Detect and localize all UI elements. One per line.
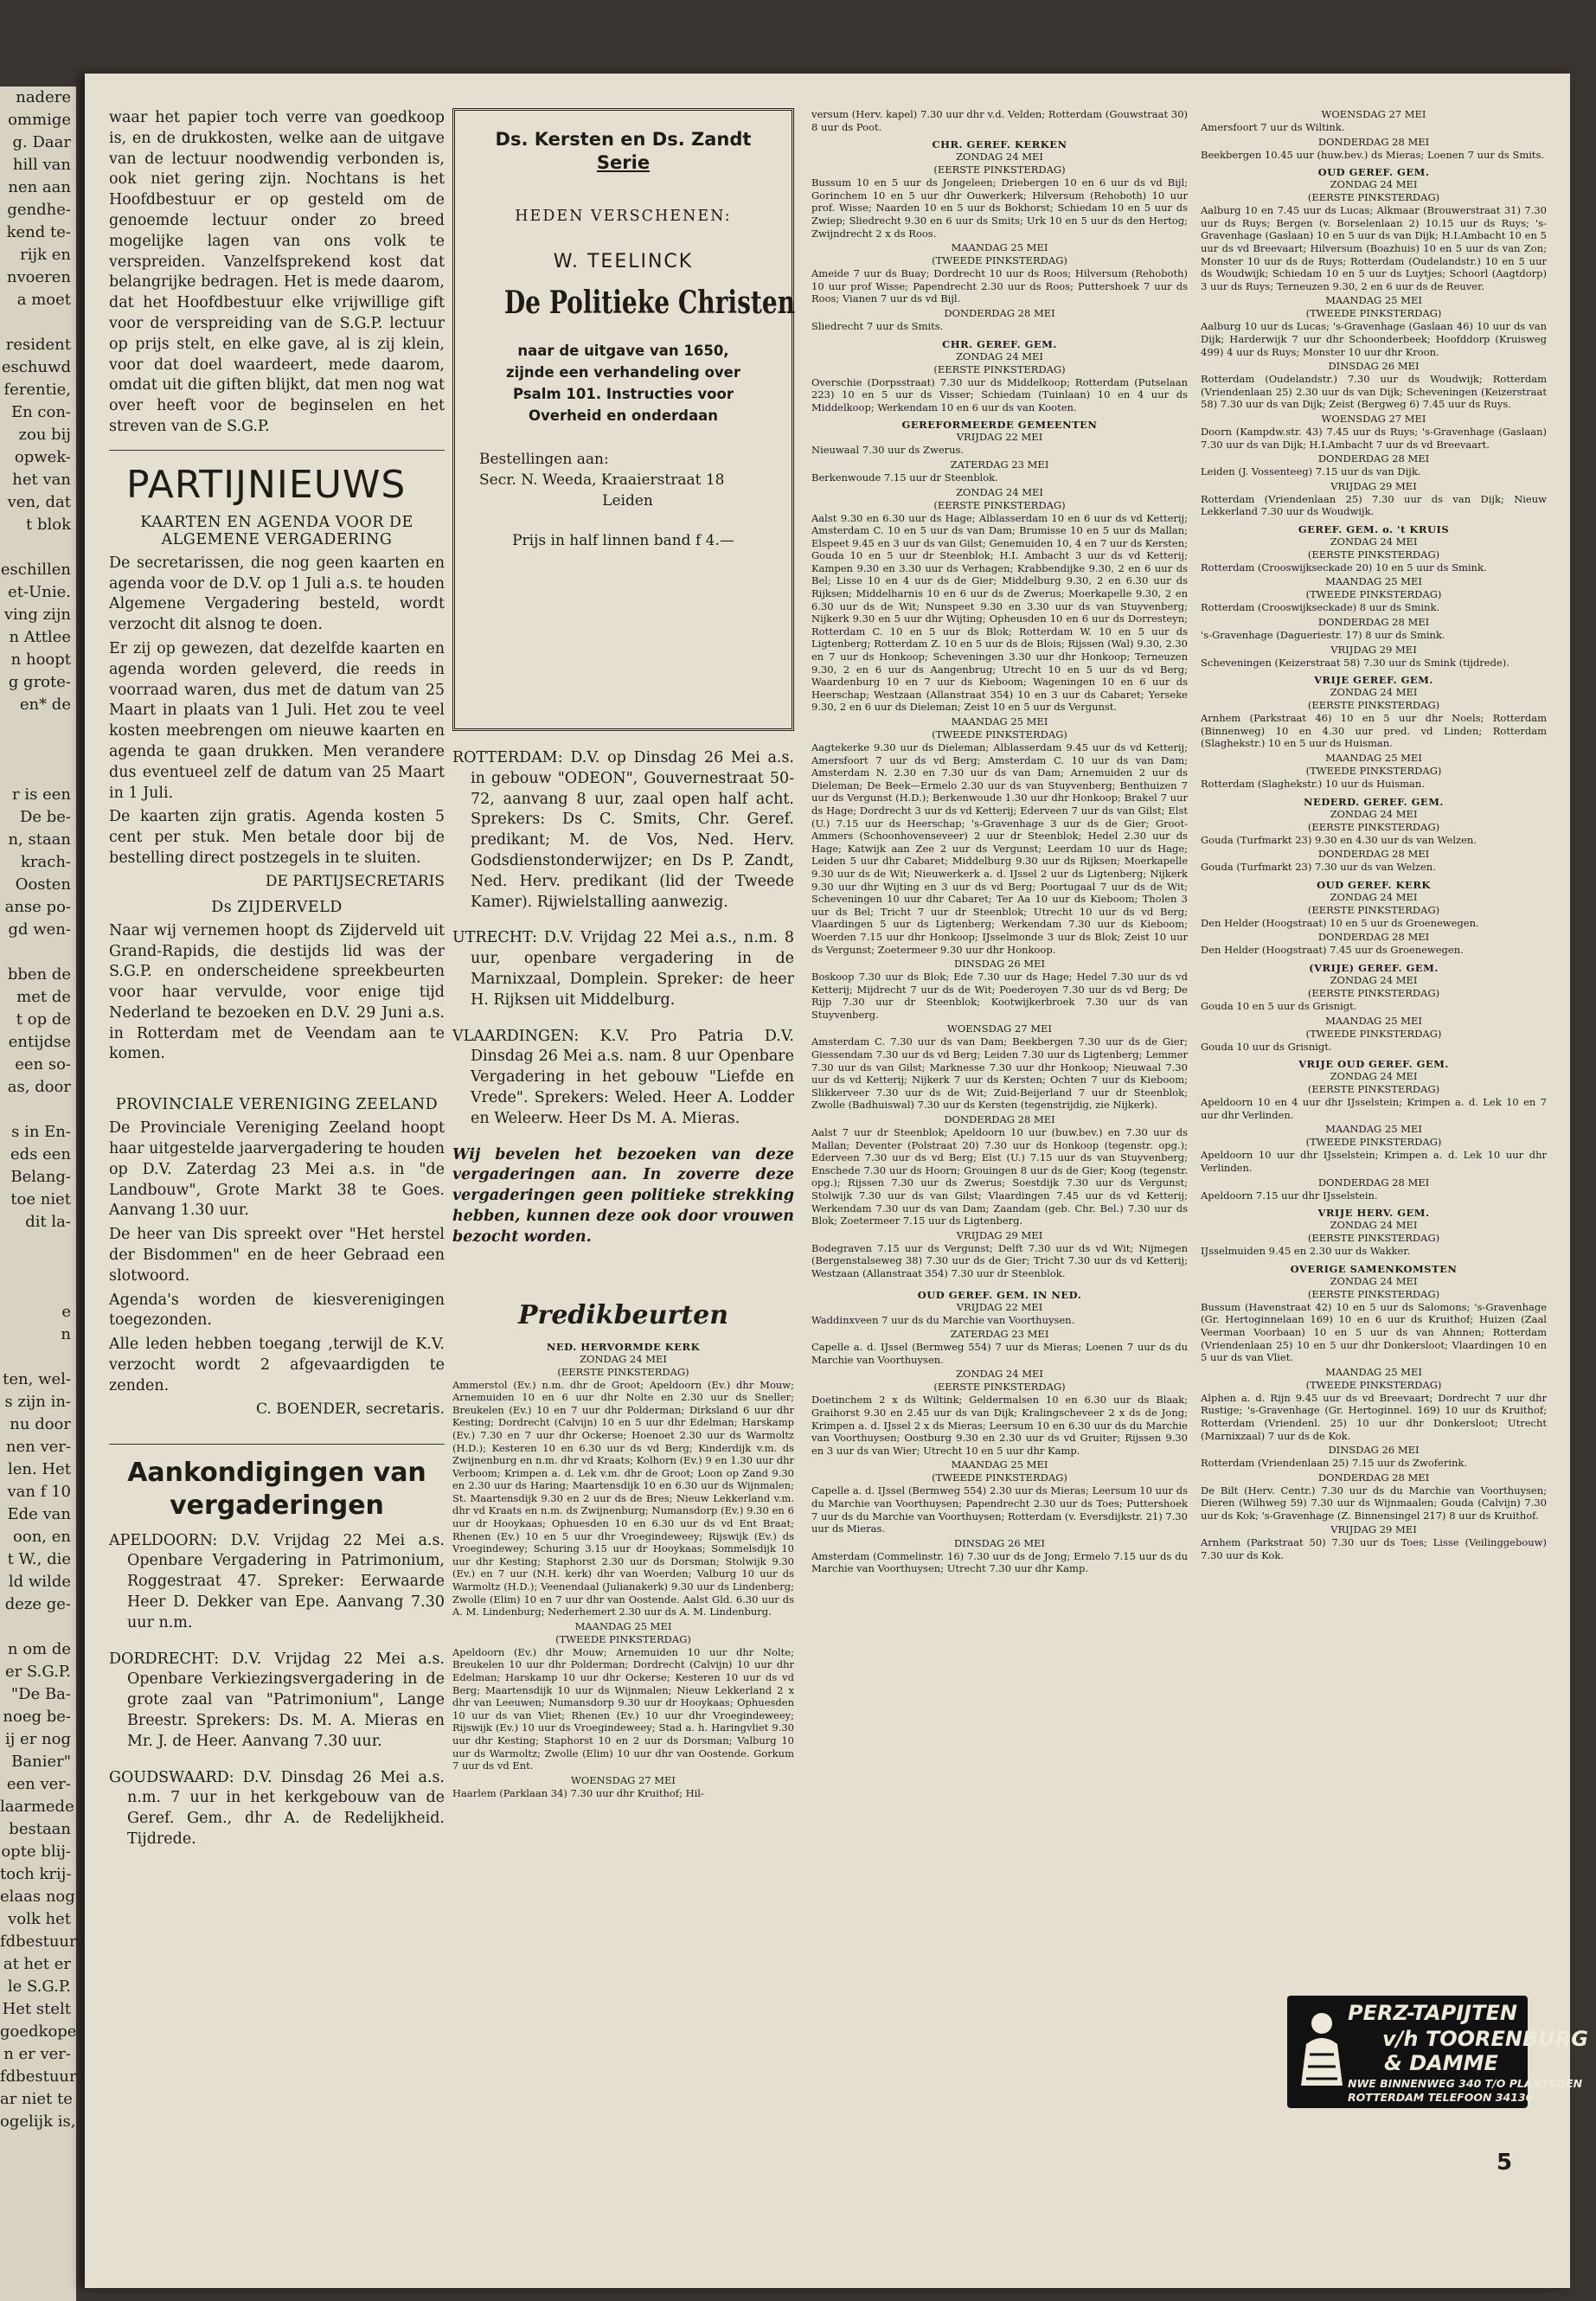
service-list: Rotterdam (Crooswijkseckade 20) 10 en 5 uur ds Smink. [1201,561,1487,574]
left-fragment-line: opte blij- [1,1843,71,1861]
day-heading: DONDERDAG 28 MEI [1317,135,1430,148]
day-subheading: (TWEEDE PINKSTERDAG) [932,1471,1067,1484]
column-3 [811,108,1188,1577]
left-fragment-line: oon, en [13,1528,71,1546]
church-heading: CHR. GEREF. KERKEN [932,138,1067,151]
service-list: Gouda (Turfmarkt 23) 7.30 uur ds van Welzen. [1201,861,1436,874]
ad-order-city: Leiden [602,492,653,510]
service-list: Apeldoorn 7.15 uur dhr IJsselstein. [1201,1189,1378,1202]
service-list: Ammerstol (Ev.) n.m. dhr de Groot; Apeldoorn (Ev.) dhr Mouw; Arnemuiden 10 en 6 uur dhr Nolte en 2.30 uur ds Sneller; Breukelen (Ev.) 10 en 7 uur dhr Polderman; Dirksland 6 uur dhr Kesting; Dordrecht (Calvijn) 10 en 5 uur dhr Edelman; Harskamp (Ev.) 7.30 en 7 uur dhr Ockerse; Hoenoet 2.30 uur ds Warmoltz (H.D.); Kesteren 10 en 6.30 uur ds vd Berg; Kinderdijk v.m. ds Zwijnenburg en n.m. dhr vd Kraats; Kolhorn (Ev.) 9 en 1.30 uur dhr Verboom; Krimpen a. d. Lek v.m. dhr de Groot; Loon op Zand 9.30 en 2.30 uur ds Haring; Maartensdijk 10 en 6.30 uur ds Wijnmalen; St. Maartensdijk 9.30 en 2 uur ds de Bres; Nieuw Lekkerland v.m. dhr vd Kraats en n.m. ds Zwijnenburg; Numansdorp (Ev.) 9.30 en 6 uur dr Hooykaas; Ophuesden 10 en 6.30 uur ds vd Ent Braat; Rhenen (Ev.) 10 en 5 uur dhr Vroegindeweey; Rijswijk (Ev.) ds Vroegindewey; Schuring 3.15 uur dr Hooykaas; Sommelsdijk 10 uur dhr Kesting; Staphorst 2.30 uur ds Dorsman; Stolwijk 9.30 (Ev.) en 7 uur (N.H. kerk) dhr van Woerden; Valburg 10 uur ds Warmoltz (H.D.); Veenendaal (Julianakerk) 9.30 uur ds Lindenberg; Zwolle (Elim) 10 en 7 uur dhr van Oostende. Aalst Gld. 6.30 uur ds A. M. Lindenburg; Nederhemert 2.30 uur ds A. M. Lindenburg. [452,1378,794,1618]
service-list: Rotterdam (Vriendenlaan 25) 7.30 uur ds van Dijk; Nieuw Lekkerland 7.30 uur ds Woudwijk. [1201,492,1547,518]
day-subheading: (EERSTE PINKSTERDAG) [1307,699,1440,712]
provinciale-paragraph-3: Agenda's worden de kiesverenigingen toegezonden. [109,1291,445,1330]
left-fragment-line: elaas nog [0,1888,75,1906]
left-fragment-line: noeg be- [3,1708,71,1726]
day-heading: DONDERDAG 28 MEI [1317,848,1430,861]
column-4 [1201,108,1547,1564]
day-heading: DINSDAG 26 MEI [1328,1444,1420,1457]
day-subheading: (TWEEDE PINKSTERDAG) [555,1632,691,1645]
service-list: Capelle a. d. IJssel (Bermweg 554) 7 uur ds Mieras; Loenen 7 uur ds du Marchie van Voorthuysen. [811,1341,1188,1366]
left-fragment-line: g. Daar [12,133,71,151]
left-fragment-line: ving zijn [3,606,71,624]
kaarten-paragraph-3: De kaarten zijn gratis. Agenda kosten 5 cent per stuk. Men betale door bij de bestelling direct postzegels in te sluiten. [109,808,445,867]
left-fragment-line: at het er [3,1955,71,1973]
kaarten-paragraph-2: Er zij op gewezen, dat dezelfde kaarten en agenda worden geleverd, die reeds in voorraad waren, dus met de datum van 25 Maart in plaats van 1 Juli. Het zou te veel kosten meebrengen om nieuwe kaarten en agenda te gaan drukken. Men verandere dus eventueel zelf de datum van 25 Maart in 1 Juli. [109,639,445,802]
church-heading: OUD GEREF. KERK [1317,878,1431,891]
left-fragment-line: s zijn in- [4,1393,71,1411]
provinciale-heading: PROVINCIALE VERENIGING ZEELAND [115,1096,439,1114]
left-fragment-line: t op de [16,1010,71,1029]
service-list: Apeldoorn 10 uur dhr IJsselstein; Krimpen a. d. Lek 10 uur dhr Verlinden. [1201,1149,1547,1174]
left-fragment-line: gendhe- [7,201,71,219]
left-fragment-line: en* de [19,695,71,714]
meeting-dordrecht: DORDRECHT: D.V. Vrijdag 22 Mei a.s. Openbare Verkiezingsvergadering in de grote zaal van "Patrimonium", Lange Breestr. Sprekers: Ds. M. A. Mieras en Mr. J. de Heer. Aanvang 7.30 uur. [109,1650,445,1750]
left-fragment-line: deze ge- [4,1595,71,1613]
day-heading: MAANDAG 25 MEI [1325,294,1422,307]
service-list: Doetinchem 2 x ds Wiltink; Geldermalsen 10 en 6.30 uur ds Blaak; Graihorst 9.30 en 2.45 uur ds van Dijk; Kralingscheveer 2 x ds de Jong; Krimpen a. d. IJssel 2 x ds Mieras; Leersum 10 en 6.30 uur ds du Marchie van Voorthuysen; Oostburg 9.30 en 2.30 uur ds vd Gruiter; Rijssen 9.30 en 3 uur ds van Wier; Utrecht 10 en 5 uur dhr Kamp. [811,1394,1188,1457]
service-list: Bussum (Havenstraat 42) 10 en 5 uur ds Salomons; 's-Gravenhage (Gr. Hertoginnelaan 169) 10 en 6 uur ds Kruithof; Huizen (Zaal Veerman Voorbaan) 10 en 5 uur ds van Ahnnen; Rotterdam (Vriendenlaan 25) 10 en 5 uur dhr Donkersloot; Vlaardingen 10 en 5 uur ds van Vliet. [1201,1300,1547,1364]
church-heading: GEREFORMEERDE GEMEENTEN [901,419,1098,432]
left-fragment-line: len. Het [7,1460,71,1478]
day-heading: WOENSDAG 27 MEI [571,1773,676,1786]
left-fragment-line [0,1256,71,1279]
left-fragment-line: n om de [7,1640,71,1658]
left-fragment-line: opwek- [14,448,71,466]
left-fragment-line: n er ver- [3,2045,71,2063]
left-fragment-line: ferentie, [3,381,71,399]
day-heading: WOENSDAG 27 MEI [1321,108,1426,120]
provinciale-paragraph-1: De Provinciale Vereniging Zeeland hoopt haar uitgestelde jaarvergadering te houden op D.V. Zaterdag 23 Mei a.s. in "de Landbouw", Grote Markt 38 te Goes. Aanvang 1.30 uur. [109,1119,445,1220]
left-fragment-line: toe niet [10,1190,71,1208]
ad-price: Prijs in half linnen band f 4.— [512,532,734,549]
divider [109,450,445,451]
meeting-vlaardingen: VLAARDINGEN: K.V. Pro Patria D.V. Dinsdag 26 Mei a.s. nam. 8 uur Openbare Vergadering in het gebouw "Liefde en Vrede". Sprekers: Weled. Heer A. Lodder en Weleerw. Heer Ds M. A. Mieras. [452,1027,794,1127]
left-fragment-line: nadere [16,88,71,106]
day-subheading: (EERSTE PINKSTERDAG) [1307,1232,1440,1245]
day-heading: DONDERDAG 28 MEI [1317,1471,1430,1484]
service-list: Nieuwaal 7.30 uur ds Zwerus. [811,444,965,457]
left-fragment-line: met de [16,988,71,1006]
left-fragment-line: nen ver- [5,1438,71,1456]
left-fragment-line: bben de [7,965,71,984]
day-heading: VRIJDAG 22 MEI [956,1300,1043,1313]
left-fragment-line [0,739,71,761]
left-fragment-line: Het stelt [2,2000,71,2018]
left-fragment-line: krach- [21,853,71,871]
left-fragment-line: resident [5,336,71,354]
service-list: Den Helder (Hoogstraat) 7.45 uur ds Groenewegen. [1201,944,1464,957]
left-fragment-line: ogelijk is, [0,2112,76,2131]
service-list: Apeldoorn 10 en 4 uur dhr IJsselstein; Krimpen a. d. Lek 10 en 7 uur dhr Verlinden. [1201,1096,1547,1121]
left-fragment-line: bestaan [9,1820,71,1838]
service-list: Rotterdam (Slaghekstr.) 10 uur ds Huisman. [1201,778,1425,791]
day-heading: VRIJDAG 29 MEI [1330,479,1417,492]
church-heading: CHR. GEREF. GEM. [942,337,1057,350]
church-heading: VRIJE OUD GEREF. GEM. [1298,1058,1449,1071]
day-heading: ZONDAG 24 MEI [1330,686,1418,699]
day-heading: WOENSDAG 27 MEI [1321,412,1426,425]
service-list: Gouda (Turfmarkt 23) 9.30 en 4.30 uur ds van Welzen. [1201,833,1477,846]
ad-author: W. TEELINCK [553,251,694,272]
church-heading: (VRIJE) GEREF. GEM. [1309,962,1439,974]
left-fragment-line [0,1616,71,1638]
left-fragment-line: ten, wel- [3,1370,71,1388]
left-fragment-line [0,1346,71,1368]
service-list: Gouda 10 uur ds Grisnigt. [1201,1040,1332,1053]
church-heading: NEDERD. GEREF. GEM. [1304,795,1444,808]
left-fragment-line: r is een [12,785,71,804]
service-list: Aalburg 10 uur ds Lucas; 's-Gravenhage (Gaslaan 46) 10 uur ds van Dijk; Harderwijk 7 uur dhr Schoonderbeek; Hoofddorp (Kruisweg 499) 4 uur ds Ruys; Monster 10 uur dhr Kroon. [1201,320,1547,358]
day-heading: ZONDAG 24 MEI [956,151,1043,163]
day-heading: ZONDAG 24 MEI [1330,890,1418,903]
left-fragment-line: fdbestuur [0,2067,77,2086]
left-page-text [0,87,76,2133]
left-fragment-line: er S.G.P. [4,1663,71,1681]
day-subheading: (TWEEDE PINKSTERDAG) [932,254,1067,267]
meeting-rotterdam: ROTTERDAM: D.V. op Dinsdag 26 Mei a.s. in gebouw "ODEON", Gouvernestraat 50-72, aanvang 8 uur, zaal open half acht. Sprekers: Ds C. Smits, Chr. Geref. predikant; M. de Vos, Ned. Herv. Godsdienstonderwijzer; en Ds P. Zandt, Ned. Herv. predikant (lid der Tweede Kamer). Rijwielstalling aanwezig. [452,749,794,911]
intro-paragraph: waar het papier toch verre van goedkoop is, en de drukkosten, welke aan de uitgave van de lectuur noodwendig verbonden is, ook niet gering zijn. Nochtans is het Hoofdbestuur er op gesteld om de genoemde lectuur onder zo breed mogelijke lagen van ons volk te verspreiden. Vanzelfsprekend kost dat belangrijke bedragen. Het is mede daarom, dat het Hoofdbestuur elke vrijwillige gift voor de verspreiding van de S.G.P. lectuur op prijs stelt, en elke gave, al is zij klein, voor dat doel waardeert, mede daarom, omdat uit die giften blijkt, dat men nog wat over heeft voor de beginselen en het streven van de S.G.P. [109,109,445,435]
ad-line-5: ROTTERDAM TELEFOON 34136 [1348,2091,1534,2104]
left-fragment-line: a moet [16,291,71,309]
zijderveld-heading: Ds ZIJDERVELD [211,898,343,916]
left-fragment-line: dit la- [25,1213,71,1231]
left-fragment-line: e [61,1303,71,1321]
left-page-fragment [0,87,76,2301]
predikbeurten-heading: Predikbeurten [517,1299,729,1330]
church-heading: OUD GEREF. GEM. IN NED. [917,1288,1082,1301]
day-heading: ZONDAG 24 MEI [580,1352,667,1365]
left-fragment-line: toch krij- [0,1865,72,1883]
ad-serie-label: Serie [596,152,651,173]
day-subheading: (TWEEDE PINKSTERDAG) [1305,1136,1442,1149]
day-heading: MAANDAG 25 MEI [574,1619,672,1632]
left-fragment-line [0,1234,71,1256]
day-subheading: (EERSTE PINKSTERDAG) [1307,191,1440,204]
left-fragment-line [0,761,71,784]
service-list: Aalst 9.30 en 6.30 uur ds Hage; Alblasserdam 10 en 6 uur ds vd Ketterij; Amsterdam C. 10 en 5 uur ds van Dam; Brumisse 10 en 5 uur ds Mallan; Elspeet 9.45 en 3 uur ds van Gilst; Genemuiden 10, 4 en 7 uur ds Kersten; Gouda 10 en 5 uur dr Steenblok; H.I. Ambacht 3 uur ds vd Ketterij; Kampen 9.30 en 3.30 uur ds Verhagen; Krabbendijke 9.30, 2 en 6 uur ds Bel; Lisse 10 en 4 uur ds de Gier; Middelburg 9.30, 2 en 6.30 uur ds Rijksen; Middelharnis 10 en 6 uur ds de Zwerus; Moerkapelle 9.30, 2 en 6.30 uur ds de Wit; Nunspeet 9.30 en 3.30 uur ds van Stuyvenberg; Nijkerk 9.30 en 5 uur dhr Wijting; Opheusden 10 en 6 uur ds Dorresteyn; Rotterdam C. 10 en 5 uur ds Blok; Rotterdam W. 10 en 5 uur ds Ligtenberg; Rotterdam Z. 10 en 5 uur ds de Blois; Rijssen (Wal) 9.30, 2.30 en 7 uur ds Honkoop; Scheveningen 3.30 uur dhr Honkoop; Terneuzen 9.30, 2 en 6 uur ds Aangenbrug; Utrecht 10 en 5 uur ds vd Berg; Waardenburg 10 en 7 uur ds Kieboom; Wageningen 10 en 6 uur ds Heerschap; Westzaan (Allanstraat 354) 10 en 3 uur ds Cabaret; Yerseke 9.30, 2 en 6 uur ds Dieleman; Zeist 10 en 5 uur ds Vergunst. [811,511,1188,714]
left-fragment-line: rijk en [20,246,71,264]
day-subheading: (EERSTE PINKSTERDAG) [1307,1083,1440,1096]
service-list: IJsselmuiden 9.45 en 2.30 uur ds Wakker. [1201,1245,1411,1258]
carpet-man-logo-icon [1294,2006,1349,2096]
left-fragment-line: et-Unie. [8,583,71,601]
ad-line-1: PERZ-TAPIJTEN [1348,2001,1517,2025]
service-list: Gouda 10 en 5 uur ds Grisnigt. [1201,1000,1357,1012]
service-list: Waddinxveen 7 uur ds du Marchie van Voorthuysen. [811,1313,1075,1326]
provinciale-signature: C. BOENDER, secretaris. [255,1400,445,1418]
left-fragment-line: ommige [8,111,71,129]
service-list: versum (Herv. kapel) 7.30 uur dhr v.d. Velden; Rotterdam (Gouwstraat 30) 8 uur ds Poot. [811,108,1188,133]
left-fragment-line: eschuwd [1,358,71,376]
left-fragment-line: t W., die [7,1550,71,1568]
perz-tapijten-advertisement [1287,1996,1588,2108]
left-fragment-line: fdbestuur [0,1932,77,1951]
day-subheading: (EERSTE PINKSTERDAG) [1307,987,1440,999]
divider [109,1444,445,1445]
left-fragment-line: n Attlee [9,628,71,646]
day-subheading: (TWEEDE PINKSTERDAG) [1305,588,1442,601]
ad-line-4: NWE BINNENWEG 340 T/O PLANTSOEN [1348,2077,1583,2090]
left-fragment-line: "De Ba- [10,1685,71,1703]
kaarten-paragraph-1: De secretarissen, die nog geen kaarten en agenda voor de D.V. op 1 Juli a.s. te houden Algemene Vergadering besteld, wordt verzocht dit alsnog te doen. [109,554,445,634]
left-fragment-line: gd wen- [8,920,71,939]
left-fragment-line [0,1099,71,1121]
ad-order-address: Secr. N. Weeda, Kraaierstraat 18 [479,471,725,489]
left-fragment-line: Belang- [10,1168,71,1186]
service-list: De Bilt (Herv. Centr.) 7.30 uur ds du Marchie van Voorthuysen; Dieren (Wilhweg 59) 7.30 uur ds Wijnmaalen; Gouda (Calvijn) 7.30 uur ds Kok; 's-Gravenhage (Z. Binnensingel 217) 8 uur ds Kruithof. [1201,1484,1547,1522]
left-fragment-line: kend te- [6,223,71,241]
kaarten-signature: DE PARTIJSECRETARIS [265,872,445,890]
service-list: Haarlem (Parklaan 34) 7.30 uur dhr Kruithof; Hil- [452,1786,704,1799]
church-heading: OVERIGE SAMENKOMSTEN [1290,1262,1458,1275]
service-list: Bodegraven 7.15 uur ds Vergunst; Delft 7.30 uur ds vd Wit; Nijmegen (Bergenstalseweg 38) 7.30 uur ds de Gier; Tricht 7.30 uur ds vd Ketterij; Westzaan (Allanstraat 354) 7.30 uur dr Steenblok. [811,1241,1188,1279]
day-subheading: (TWEEDE PINKSTERDAG) [1305,1027,1442,1040]
service-list: Arnhem (Parkstraat 46) 10 en 5 uur dhr Noels; Rotterdam (Binnenweg) 10 en 4.30 uur pred. vd Linden; Rotterdam (Slaghekstr.) 10 en 5 uur ds Huisman. [1201,712,1547,750]
day-heading: ZONDAG 24 MEI [1330,1070,1418,1083]
day-subheading: (TWEEDE PINKSTERDAG) [1305,1378,1442,1391]
meeting-goudswaard: GOUDSWAARD: D.V. Dinsdag 26 Mei a.s. n.m. 7 uur in het kerkgebouw van de Geref. Gem., dhr A. de Redelijkheid. Tijdrede. [109,1768,445,1848]
left-fragment-line: Oosten [15,875,71,894]
day-subheading: (EERSTE PINKSTERDAG) [933,498,1066,511]
day-heading: ZONDAG 24 MEI [956,485,1043,498]
church-heading: OUD GEREF. GEM. [1317,166,1430,179]
left-fragment-line: anse po- [4,898,71,916]
left-fragment-line [0,536,71,559]
day-heading: ZONDAG 24 MEI [1330,974,1418,986]
left-fragment-line [0,941,71,964]
day-heading: ZONDAG 24 MEI [1330,807,1418,820]
service-list: Amsterdam C. 7.30 uur ds van Dam; Beekbergen 7.30 uur ds de Gier; Giessendam 7.30 uur ds vd Berg; Leiden 7.30 uur ds Ligtenberg; Lemmer 7.30 uur ds van Gilst; Marknesse 7.30 uur dhr Honkoop; Nieuwaal 7.30 uur ds vd Ketterij; Nijkerk 7 uur ds Kersten; Ochten 7 uur ds Kieboom; Slikkerveer 7.30 uur ds de Wit; Zuid-Beijerland 7 uur dr Steenblok; Zwolle (Badhuiswal) 7.30 uur ds Kersten (tegenstrijdig, zie Nijkerk). [811,1035,1188,1112]
day-heading: ZATERDAG 23 MEI [950,458,1049,471]
zijderveld-paragraph: Naar wij vernemen hoopt ds Zijderveld uit Grand-Rapids, die destijds lid was der S.G.P. en onderscheidene spreekbeurten voor haar vervulde, voor enige tijd Nederland te bezoeken en D.V. 29 Juni a.s. in Rotterdam met de Veendam aan te komen. [109,921,445,1063]
day-heading: MAANDAG 25 MEI [951,715,1048,727]
provinciale-paragraph-2: De heer van Dis spreekt over "Het herstel der Bisdommen" en de heer Gebraad een slotwoord. [109,1226,445,1285]
day-subheading: (EERSTE PINKSTERDAG) [933,1381,1066,1394]
left-fragment-line: van f 10 [7,1483,71,1501]
left-fragment-line: volk het [8,1910,71,1928]
left-fragment-line: goedkope [0,2022,77,2041]
left-fragment-line: ven, dat [7,493,71,511]
day-subheading: (TWEEDE PINKSTERDAG) [1305,765,1442,778]
day-heading: MAANDAG 25 MEI [1325,1123,1422,1136]
left-fragment-line: nu door [10,1415,71,1433]
left-fragment-line: ij er nog [5,1730,71,1748]
left-fragment-line: as, door [7,1078,71,1096]
day-heading: VRIJDAG 29 MEI [956,1228,1043,1241]
left-fragment-line: le S.G.P. [7,1977,71,1996]
meeting-utrecht: UTRECHT: D.V. Vrijdag 22 Mei a.s., n.m. 8 uur, openbare vergadering in de Marnixzaal, Domplein. Spreker: de heer H. Rijksen uit Middelburg. [452,929,794,1009]
service-list: Amsterdam (Commelinstr. 16) 7.30 uur ds de Jong; Ermelo 7.15 uur ds du Marchie van Voorthuysen; Utrecht 7.30 uur dhr Kamp. [811,1549,1188,1575]
day-heading: ZONDAG 24 MEI [956,349,1043,362]
church-heading: GEREF. GEM. o. 't KRUIS [1298,522,1450,535]
day-heading: VRIJDAG 22 MEI [956,431,1043,444]
left-fragment-line: t blok [26,516,71,534]
left-fragment-line: nen aan [8,178,71,196]
service-list: Den Helder (Hoogstraat) 10 en 5 uur ds Groenewegen. [1201,916,1479,929]
left-fragment-line: s in En- [11,1123,71,1141]
day-heading: MAANDAG 25 MEI [1325,752,1422,765]
ad-serie-name: Ds. Kersten en Ds. Zandt [495,129,752,150]
day-heading: ZONDAG 24 MEI [1330,1274,1418,1287]
service-list: Arnhem (Parkstraat 50) 7.30 uur ds Toes; Lisse (Veilinggebouw) 7.30 uur ds Kok. [1201,1536,1547,1562]
day-heading: DINSDAG 26 MEI [953,958,1046,971]
day-heading: DONDERDAG 28 MEI [1317,452,1430,465]
kaarten-heading: KAARTEN EN AGENDA VOOR DE ALGEMENE VERGADERING [140,513,413,548]
left-fragment-line: een so- [15,1055,71,1074]
ad-line-2: v/h TOORENBURG [1382,2027,1588,2051]
page-number: 5 [1497,2150,1513,2176]
left-fragment-line: het van [12,471,71,489]
service-list: Alphen a. d. Rijn 9.45 uur ds vd Breevaart; Dordrecht 7 uur dhr Rustige; 's-Gravenhage (Gr. Hertoginnel. 169) 10 uur ds Kruithof; Rotterdam (Vriendenl. 25) 10 uur dhr Donkersloot; Utrecht (Marnixzaal) 7 uur ds de Kok. [1201,1391,1547,1442]
day-subheading: (EERSTE PINKSTERDAG) [1307,548,1440,561]
service-list: Ameide 7 uur ds Buay; Dordrecht 10 uur ds Roos; Hilversum (Rehoboth) 10 uur prof Wisse; Papendrecht 2.30 uur ds Roos; Puttershoek 7 uur ds Roos; Vianen 7 uur ds vd Bijl. [811,267,1188,305]
service-list: Rotterdam (Crooswijkseckade) 8 uur ds Smink. [1201,601,1440,614]
service-list: Doorn (Kampdw.str. 43) 7.45 uur ds Ruys; 's-Gravenhage (Gaslaan) 7.30 uur ds van Dijk; H.I.Ambacht 7 uur ds vd Breevaart. [1201,425,1547,451]
day-heading: DONDERDAG 28 MEI [944,1113,1055,1126]
service-list: Rotterdam (Oudelandstr.) 7.30 uur ds Woudwijk; Rotterdam (Vriendenlaan 25) 2.30 uur ds van Dijk; Scheveningen (Keizerstraat 58) 7.30 uur ds van Dijk; Zeist (Bergweg 6) 7.45 uur ds Ruys. [1201,373,1547,411]
day-subheading: (EERSTE PINKSTERDAG) [933,163,1066,176]
left-fragment-line: eschillen [0,561,71,579]
newspaper-page [85,74,1588,2288]
service-list: Beekbergen 10.45 uur (huw.bev.) ds Mieras; Loenen 7 uur ds Smits. [1201,148,1545,161]
day-heading: WOENSDAG 27 MEI [947,1022,1052,1035]
service-list: 's-Gravenhage (Dagueriestr. 17) 8 uur ds Smink. [1201,629,1445,642]
left-fragment-line: nvoeren [6,268,71,286]
day-subheading: (TWEEDE PINKSTERDAG) [1305,307,1442,320]
left-fragment-line: Banier" [11,1753,71,1771]
service-list: Aalst 7 uur dr Steenblok; Apeldoorn 10 uur (buw.bev.) en 7.30 uur ds Mallan; Deventer (Polstraat 20) 7.30 uur ds Honkoop (tegenstr. opg.); Ederveen 7.30 uur ds vd Berg; Elst (U.) 7.15 uur ds van Stuyvenberg; Enschede 7.30 uur ds Hoorn; Grouingen 8 uur ds de Gier; Koog (tegenstr. opg.); Rijssen 7.30 uur ds Zwerus; Soestdijk 7.30 uur ds Vergunst; Stolwijk 7.30 uur ds van Gilst; Vlaardingen 7.45 uur ds vd Ketterij; Werkendam 7.30 uur ds van Dam; Zaandam (geb. Chr. Bel.) 7.30 uur ds Blok; Zoetermeer 7.15 uur ds Ligtenberg. [811,1126,1188,1227]
meeting-apeldoorn: APELDOORN: D.V. Vrijdag 22 Mei a.s. Openbare Vergadering in Patrimonium, Roggestraat 47. Spreker: Eerwaarde Heer D. Dekker van Epe. Aanvang 7.30 uur n.m. [109,1531,445,1631]
day-heading: MAANDAG 25 MEI [1325,1365,1422,1378]
book-advertisement [452,108,794,731]
day-subheading: (EERSTE PINKSTERDAG) [1307,820,1440,833]
day-heading: MAANDAG 25 MEI [1325,575,1422,588]
day-heading: ZONDAG 24 MEI [1330,1219,1418,1232]
left-fragment-line: hill van [12,156,71,174]
left-fragment-line: n [61,1325,71,1343]
ad-book-title: De Politieke Christen [503,285,796,321]
day-subheading: (EERSTE PINKSTERDAG) [933,362,1066,375]
partijnieuws-heading: PARTIJNIEUWS [126,462,407,507]
day-heading: DINSDAG 26 MEI [953,1536,1046,1549]
left-fragment-line: g grote- [8,673,71,691]
left-fragment-line: Ede van [7,1505,71,1523]
ad-order-label: Bestellingen aan: [479,451,609,468]
day-heading: DONDERDAG 28 MEI [1317,616,1430,629]
day-heading: DINSDAG 26 MEI [1328,360,1420,373]
day-heading: ZONDAG 24 MEI [1330,535,1418,548]
meeting-note: Wij bevelen het bezoeken van deze vergaderingen aan. In zoverre deze vergaderingen geen politieke strekking hebben, kunnen deze ook door vrouwen bezocht worden. [452,1145,794,1246]
provinciale-paragraph-4: Alle leden hebben toegang ,terwijl de K.V. verzocht wordt 2 afgevaardigden te zenden. [109,1336,445,1394]
aankondigingen-heading: Aankondigingen van vergaderingen [127,1457,426,1521]
day-heading: DONDERDAG 28 MEI [1317,1176,1430,1189]
left-fragment-line: En con- [10,403,71,421]
ned-herv-heading: NED. HERVORMDE KERK [546,1340,701,1353]
left-fragment-line: ld wilde [8,1573,71,1591]
left-fragment-line: n, staan [8,830,71,849]
day-heading: MAANDAG 25 MEI [951,1458,1048,1471]
service-list: Overschie (Dorpsstraat) 7.30 uur ds Middelkoop; Rotterdam (Putselaan 223) 10 en 5 uur ds Visser; Schiedam (Tuinlaan) 10 en 4 uur ds Middelkoop; Werkendam 10 en 6 uur ds van Kooten. [811,375,1188,413]
church-heading: VRIJE GEREF. GEM. [1314,674,1433,687]
left-fragment-line [0,311,71,334]
service-list: Aalburg 10 en 7.45 uur ds Lucas; Alkmaar (Brouwerstraat 31) 7.30 uur ds Ruys; Bergen (v. Borselenlaan 2) 10.15 uur ds Ruys; 's-Gravenhage (Gaslaan) 10 en 5 uur ds van Dijk; H.I.Ambacht 10 en 5 uur ds vd Breevaart; Hilversum (Boazhuis) 10 en 5 uur ds van Zon; Monster 10 uur ds de Ruys; Rotterdam (Oudelandstr.) 10 en 5 uur ds Woudwijk; Schiedam 10 en 5 uur ds Luytjes; Schoorl (Aagtdorp) 3 uur ds Ruys; Terneuzen 9.30, 2 en 6 uur ds de Reuver. [1201,204,1547,292]
service-list: Aagtekerke 9.30 uur ds Dieleman; Alblasserdam 9.45 uur ds vd Ketterij; Amersfoort 7 uur ds vd Berg; Amsterdam C. 10 uur ds van Dam; Amsterdam N. 2.30 en 7.30 uur ds van Dam; Arnemuiden 2 uur ds Dieleman; De Beek—Ermelo 2.30 uur ds van Stuyvenberg; Benthuizen 7 uur ds Vergunst (H.D.); Berkenwoude 1.30 uur dhr Honkoop; Brakel 7 uur ds Hage; Dordrecht 3 uur ds vd Ketterij; Ederveen 7 uur ds van Gilst; Elst (U.) 7.15 uur ds Heerschap; 's-Gravenhage 3 uur ds de Gier; Groot-Ammers (Schoonhovenseveer) 2 uur dr Steenblok; Hedel 2.30 uur ds Hage; Katwijk aan Zee 2 uur ds Vergunst; Leerdam 10 uur ds Hage; Leiden 5 uur dhr Cabaret; Middelburg 9.30 uur ds Rijksen; Moerkapelle 9.30 uur ds de Wit; Nieuwerkerk a. d. IJssel 2 uur ds Ligtenberg; Nijkerk 9.30 uur dhr Wijting en 3 uur ds vd Berg; Poortugaal 7 uur ds de Wit; Scheveningen 10 uur dhr Cabaret; Ter Aa 10 uur ds Kieboom; Tholen 3 uur ds Bel; Tricht 7 uur dr Steenblok; Utrecht 10 uur ds vd Berg; Vlaardingen 5 uur ds Ligtenberg; Werkendam 7.30 uur ds Kieboom; Woerden 7.15 uur dhr Honkoop; IJsselmonde 3 uur ds Blok; Zeist 10 uur ds Vergunst; Zoetermeer 9.30 uur dhr Honkoop. [811,741,1188,956]
day-heading: VRIJDAG 29 MEI [1330,643,1417,656]
day-subheading: (EERSTE PINKSTERDAG) [1307,1287,1440,1300]
left-fragment-line: een ver- [6,1775,71,1793]
church-heading: VRIJE HERV. GEM. [1317,1207,1430,1220]
left-fragment-line [0,716,71,739]
column-1 [109,108,445,1866]
service-list: Scheveningen (Keizerstraat 58) 7.30 uur ds Smink (tijdrede). [1201,656,1509,669]
service-list: Amersfoort 7 uur ds Wiltink. [1201,121,1345,133]
service-list: Bussum 10 en 5 uur ds Jongeleen; Driebergen 10 en 6 uur ds vd Bijl; Gorinchem 10 en 5 uur dhr Ouwerkerk; Hilversum (Rehoboth) 10 uur prof. Wisse; Naarden 10 en 5 uur ds Bokhorst; Schiedam 10 en 5 uur ds Zwiep; Sliedrecht 9.30 en 6 uur ds Smits; Urk 10 en 5 uur ds den Hertog; Zwijndrecht 2 x ds Roos. [811,176,1188,240]
service-list: Sliedrecht 7 uur ds Smits. [811,319,944,332]
day-heading: DONDERDAG 28 MEI [944,306,1055,319]
service-list: Rotterdam (Vriendenlaan 25) 7.15 uur ds Zwoferink. [1201,1457,1468,1470]
left-fragment-line: eds een [10,1145,71,1163]
day-subheading: (EERSTE PINKSTERDAG) [557,1365,689,1378]
left-fragment-line: n hoopt [10,651,71,669]
ad-verschenen: HEDEN VERSCHENEN: [515,208,732,225]
day-heading: MAANDAG 25 MEI [1325,1014,1422,1027]
service-list: Leiden (J. Vossenteeg) 7.15 uur ds van Dijk. [1201,465,1421,478]
service-list: Apeldoorn (Ev.) dhr Mouw; Arnemuiden 10 uur dhr Nolte; Breukelen 10 uur dhr Polderman; Dordrecht (Calvijn) 10 uur dhr Edelman; Harskamp 10 uur dhr Ockerse; Kesteren 10 uur ds vd Berg; Maartensdijk 10 uur ds Wijnmalen; Nieuw Lekkerland 2 x dhr van Leeuwen; Numansdorp 9.30 uur dr Hooykaas; Ophuesden 10 uur ds van Vliet; Rhenen (Ev.) 10 uur dhr Vroegindeweey; Rijswijk (Ev.) 10 uur ds Vroegindeweey; Stad a. h. Haringvliet 9.30 uur dhr Kesting; Staphorst 10 en 2 uur ds Dorsman; Valburg 10 uur ds Warmoltz; Zwolle (Elim) 10 uur dhr van Oostende. Gorkum 7 uur ds vd Ent. [452,1645,794,1772]
ad-line-3: & DAMME [1384,2051,1498,2075]
left-fragment-line: entijdse [8,1033,71,1051]
day-heading: DONDERDAG 28 MEI [1317,931,1430,944]
day-heading: ZATERDAG 23 MEI [950,1328,1049,1341]
ad-description: naar de uitgave van 1650, zijnde een verhandeling over Psalm 101. Instructies voor Overheid en onderdaan [505,343,741,424]
day-subheading: (TWEEDE PINKSTERDAG) [932,728,1067,740]
ad-order-info [471,449,776,511]
service-list: Berkenwoude 7.15 uur dr Steenblok. [811,471,998,484]
day-subheading: (EERSTE PINKSTERDAG) [1307,903,1440,916]
service-list: Boskoop 7.30 uur ds Blok; Ede 7.30 uur ds Hage; Hedel 7.30 uur ds vd Ketterij; Mijdrecht 7 uur ds de Wit; Poederoyen 7.30 uur ds vd Berg; De Rijp 7.30 uur dr Steenblok; Kootwijkerbroek 7.30 uur ds van Stuyvenberg. [811,971,1188,1021]
left-fragment-line: zou bij [18,426,71,444]
service-list: Capelle a. d. IJssel (Bermweg 554) 2.30 uur ds Mieras; Leersum 10 uur ds du Marchie van Voorthuysen; Papendrecht 2.30 uur ds Toes; Puttershoek 7 uur ds du Marchie van Voorthuysen; Rotterdam (v. Eversdijkstr. 21) 7.30 uur ds Mieras. [811,1484,1188,1535]
day-heading: VRIJDAG 29 MEI [1330,1523,1417,1536]
left-fragment-line: laarmede [0,1798,74,1816]
day-heading: MAANDAG 25 MEI [951,241,1048,254]
left-fragment-line [0,1279,71,1301]
left-fragment-line: ar niet te [0,2090,73,2108]
day-heading: ZONDAG 24 MEI [1330,178,1418,191]
column-2 [452,108,794,1801]
left-fragment-line: De be- [19,808,71,826]
day-heading: ZONDAG 24 MEI [956,1368,1043,1381]
